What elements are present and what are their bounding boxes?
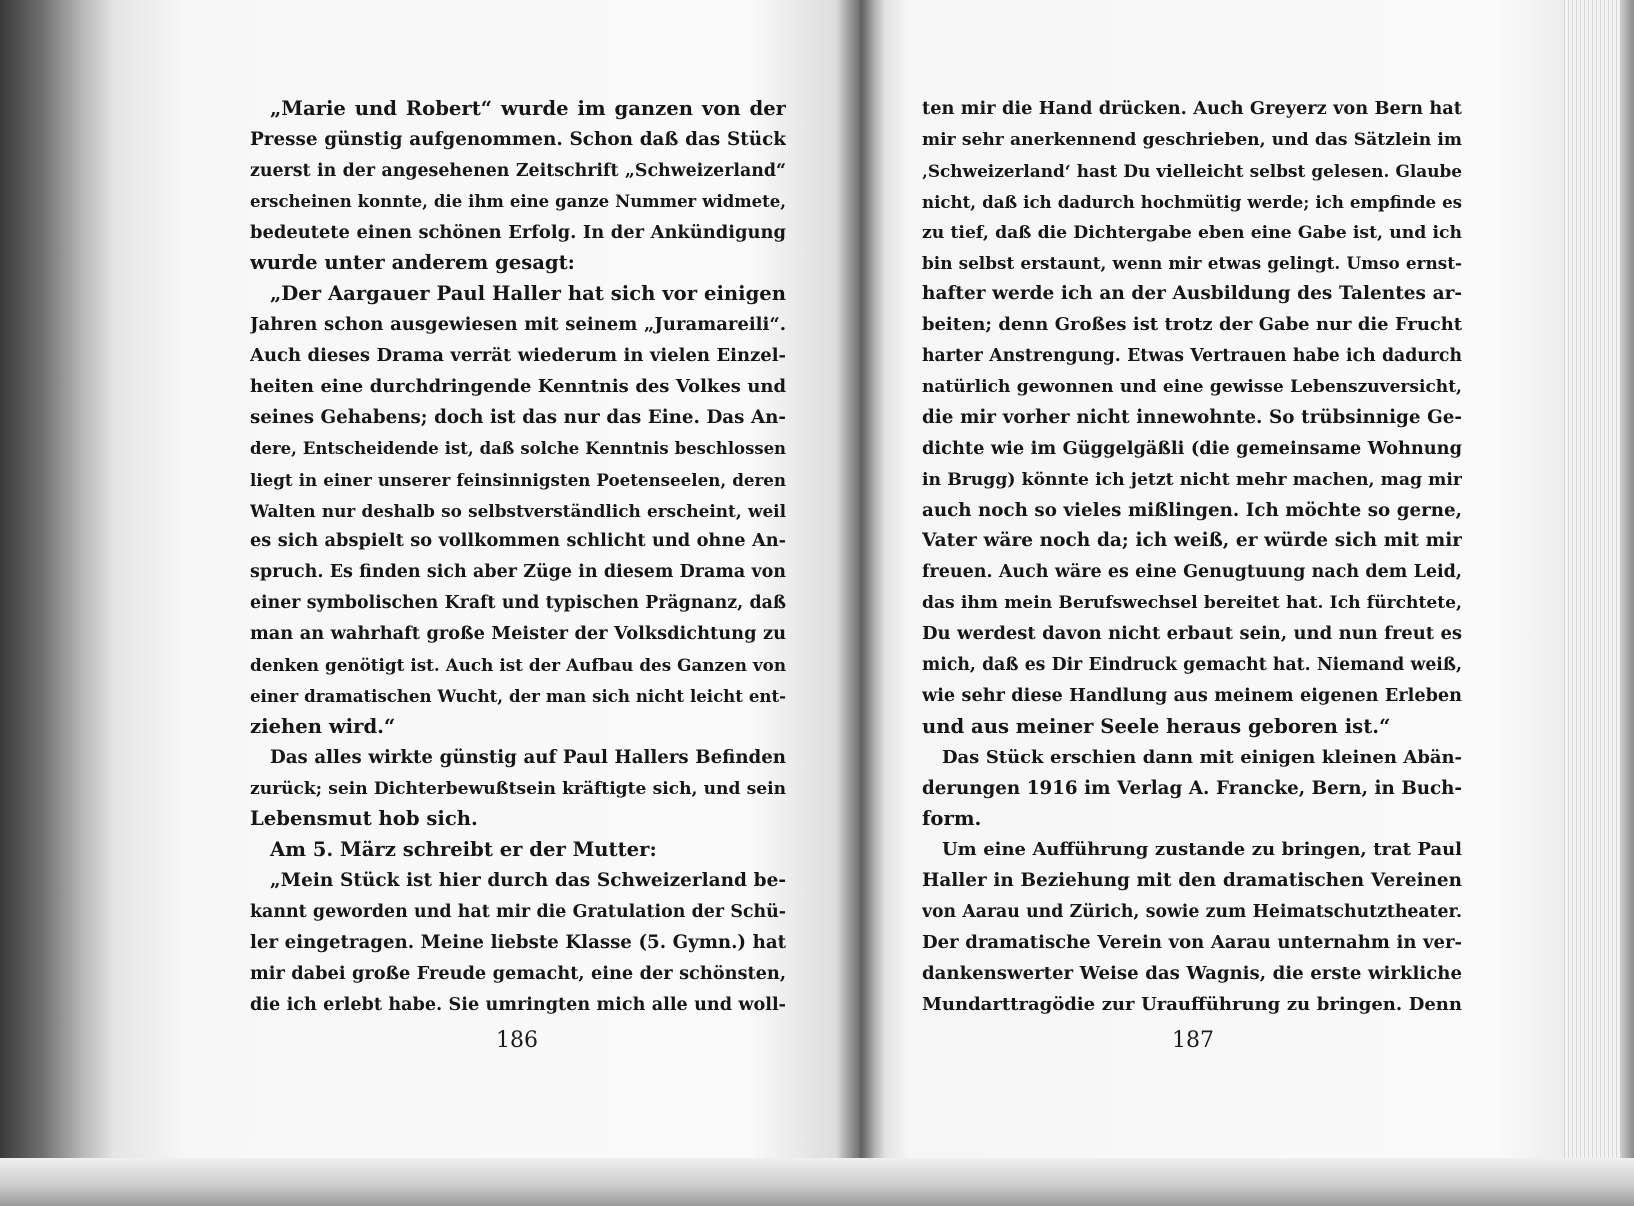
text-line: von Aarau und Zürich, sowie zum Heimatschutztheater. bbox=[922, 902, 1462, 923]
text-line: zu tief, daß die Dichtergabe eben eine Gabe ist, und ich bbox=[922, 222, 1462, 243]
text-line: form. bbox=[922, 807, 982, 831]
text-line: harter Anstrengung. Etwas Vertrauen habe ich dadurch bbox=[922, 346, 1462, 367]
text-line: kannt geworden und hat mir die Gratulation der Schü- bbox=[250, 902, 786, 923]
text-line: freuen. Auch wäre es eine Genugtuung nach dem Leid, bbox=[922, 562, 1462, 583]
text-line: dichte wie im Güggelgäßli (die gemeinsame Wohnung bbox=[922, 437, 1462, 459]
text-line: mich, daß es Dir Eindruck gemacht hat. Niemand weiß, bbox=[922, 655, 1462, 676]
text-line: in Brugg) könnte ich jetzt nicht mehr machen, mag mir bbox=[922, 469, 1462, 490]
text-line: Auch dieses Drama verrät wiederum in vielen Einzel- bbox=[250, 345, 786, 367]
text-line: erscheinen konnte, die ihm eine ganze Nummer widmete, bbox=[250, 191, 786, 211]
text-line: Der dramatische Verein von Aarau unternahm in ver- bbox=[922, 932, 1462, 954]
text-line: denken genötigt ist. Auch ist der Aufbau des Ganzen von bbox=[250, 655, 786, 676]
text-line: „Mein Stück ist hier durch das Schweizerland be- bbox=[270, 870, 786, 892]
text-line: Mundarttragödie zur Uraufführung zu bringen. Denn bbox=[922, 993, 1462, 1015]
text-line: natürlich gewonnen und eine gewisse Lebenszuversicht, bbox=[922, 377, 1462, 398]
page-stack-edge bbox=[1564, 0, 1634, 1206]
book-spine-shadow bbox=[835, 0, 885, 1160]
text-line: Lebensmut hob sich. bbox=[250, 807, 478, 831]
text-line: ziehen wird.“ bbox=[250, 714, 396, 738]
page-number-right: 187 bbox=[1172, 1028, 1214, 1053]
text-line: zuerst in der angesehenen Zeitschrift „Schweizerland“ bbox=[250, 160, 786, 181]
text-line: die mir vorher nicht innewohnte. So trübsinnige Ge- bbox=[922, 406, 1462, 428]
text-line: ler eingetragen. Meine liebste Klasse (5. Gymn.) hat bbox=[250, 932, 786, 954]
text-line: ‚Schweizerland‘ hast Du vielleicht selbst gelesen. Glaube bbox=[922, 160, 1462, 181]
right-page-text bbox=[922, 94, 1462, 1021]
text-line: Das Stück erschien dann mit einigen kleinen Abän- bbox=[942, 746, 1462, 768]
page-number-left: 186 bbox=[496, 1028, 538, 1053]
text-line: „Der Aargauer Paul Haller hat sich vor einigen bbox=[270, 282, 786, 306]
text-line: ten mir die Hand drücken. Auch Greyerz von Bern hat bbox=[922, 98, 1462, 119]
text-line: „Marie und Robert“ wurde im ganzen von der bbox=[270, 97, 786, 120]
text-line: die ich erlebt habe. Sie umringten mich alle und woll- bbox=[250, 993, 786, 1015]
left-page-text bbox=[250, 94, 786, 1021]
text-line: hafter werde ich an der Ausbildung des Talentes ar- bbox=[922, 283, 1462, 305]
text-line: derungen 1916 im Verlag A. Francke, Bern, in Buch- bbox=[922, 777, 1462, 799]
text-line: Jahren schon ausgewiesen mit seinem „Juramareili“. bbox=[250, 314, 786, 336]
text-line: und aus meiner Seele heraus geboren ist.“ bbox=[922, 714, 1391, 738]
text-line: dere, Entscheidende ist, daß solche Kenntnis beschlossen bbox=[250, 438, 786, 458]
text-line: Vater wäre noch da; ich weiß, er würde sich mit mir bbox=[922, 530, 1462, 552]
text-line: Am 5. März schreibt er der Mutter: bbox=[270, 838, 657, 862]
text-line: mir dabei große Freude gemacht, eine der schönsten, bbox=[250, 962, 786, 984]
text-line: bin selbst erstaunt, wenn mir etwas gelingt. Umso ernst- bbox=[922, 253, 1462, 274]
text-line: Haller in Beziehung mit den dramatischen Vereinen bbox=[922, 870, 1462, 892]
scan-bottom-edge bbox=[0, 1158, 1634, 1206]
text-line: mir sehr anerkennend geschrieben, und das Sätzlein im bbox=[922, 129, 1462, 150]
text-line: zurück; sein Dichterbewußtsein kräftigte sich, und sein bbox=[250, 778, 786, 799]
text-line: einer symbolischen Kraft und typischen Prägnanz, daß bbox=[250, 593, 786, 614]
text-line: wie sehr diese Handlung aus meinem eigenen Erleben bbox=[922, 684, 1462, 706]
text-line: es sich abspielt so vollkommen schlicht und ohne An- bbox=[250, 530, 786, 552]
text-line: liegt in einer unserer feinsinnigsten Poetenseelen, deren bbox=[250, 469, 786, 490]
text-line: Presse günstig aufgenommen. Schon daß das Stück bbox=[250, 128, 786, 150]
text-line: Walten nur deshalb so selbstverständlich erscheint, weil bbox=[250, 500, 786, 521]
text-line: seines Gehabens; doch ist das nur das Eine. Das An- bbox=[250, 406, 786, 428]
text-line: einer dramatischen Wucht, der man sich nicht leicht ent- bbox=[250, 685, 786, 706]
text-line: man an wahrhaft große Meister der Volksdichtung zu bbox=[250, 623, 786, 645]
text-line: auch noch so vieles mißlingen. Ich möchte so gerne, bbox=[922, 499, 1462, 521]
text-line: heiten eine durchdringende Kenntnis des Volkes und bbox=[250, 376, 786, 398]
text-line: bedeutete einen schönen Erfolg. In der Ankündigung bbox=[250, 221, 786, 243]
scan-left-edge-shadow bbox=[0, 0, 118, 1206]
text-line: nicht, daß ich dadurch hochmütig werde; ich empfinde es bbox=[922, 191, 1462, 212]
text-line: wurde unter anderem gesagt: bbox=[250, 251, 575, 275]
text-line: das ihm mein Berufswechsel bereitet hat. Ich fürchtete, bbox=[922, 593, 1462, 614]
text-line: spruch. Es finden sich aber Züge in diesem Drama von bbox=[250, 562, 786, 583]
text-line: beiten; denn Großes ist trotz der Gabe nur die Frucht bbox=[922, 314, 1462, 336]
text-line: Du werdest davon nicht erbaut sein, und nun freut es bbox=[922, 623, 1462, 645]
text-line: dankenswerter Weise das Wagnis, die erste wirkliche bbox=[922, 962, 1462, 984]
text-line: Das alles wirkte günstig auf Paul Hallers Befinden bbox=[270, 746, 786, 768]
text-line: Um eine Aufführung zustande zu bringen, trat Paul bbox=[942, 839, 1462, 861]
